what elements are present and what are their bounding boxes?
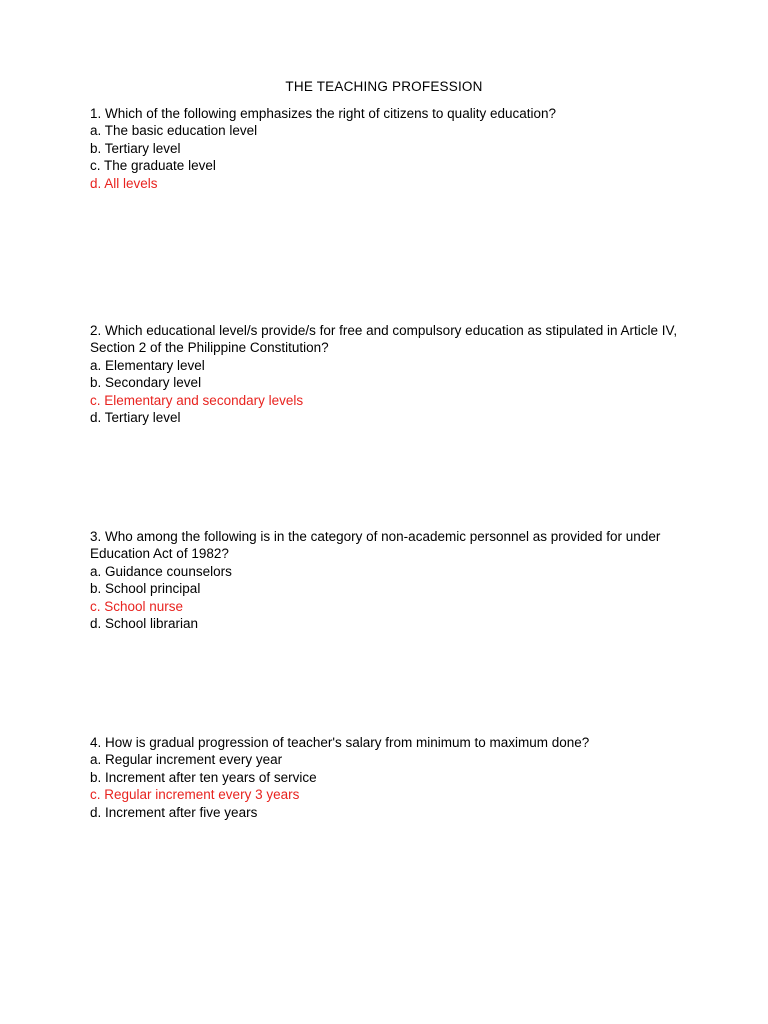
answer-option-b: b. Tertiary level	[90, 140, 181, 156]
answer-option-b: b. Increment after ten years of service	[90, 769, 317, 785]
question-1	[90, 105, 680, 192]
correct-answer-option-c: c. Regular increment every 3 years	[90, 787, 300, 803]
answer-option-b: b. School principal	[90, 581, 201, 597]
question-stem: 4. How is gradual progression of teacher's salary from minimum to maximum done?	[90, 735, 590, 750]
document-title: THE TEACHING PROFESSION	[285, 79, 483, 94]
question-2	[90, 322, 680, 426]
answer-option-c: c. The graduate level	[90, 158, 216, 174]
question-stem: 3. Who among the following is in the category of non-academic personnel as provided for under Education Act of 1982?	[90, 529, 661, 562]
answer-option-d: d. Increment after five years	[90, 804, 258, 820]
answer-option-a: a. Elementary level	[90, 357, 205, 373]
answer-option-d: d. School librarian	[90, 616, 199, 632]
correct-answer-option-d: d. All levels	[90, 175, 158, 191]
question-3	[90, 528, 680, 632]
question-4	[90, 734, 680, 821]
answer-option-d: d. Tertiary level	[90, 410, 181, 426]
answer-option-a: a. The basic education level	[90, 123, 258, 139]
correct-answer-option-c: c. Elementary and secondary levels	[90, 392, 304, 408]
answer-option-a: a. Guidance counselors	[90, 563, 232, 579]
answer-option-b: b. Secondary level	[90, 375, 202, 391]
question-stem: 2. Which educational level/s provide/s for free and compulsory education as stipulated in Article IV, Section 2 of the Philippine Constitution?	[90, 323, 678, 356]
question-stem: 1. Which of the following emphasizes the right of citizens to quality education?	[90, 106, 557, 121]
answer-option-a: a. Regular increment every year	[90, 752, 283, 768]
correct-answer-option-c: c. School nurse	[90, 598, 184, 614]
